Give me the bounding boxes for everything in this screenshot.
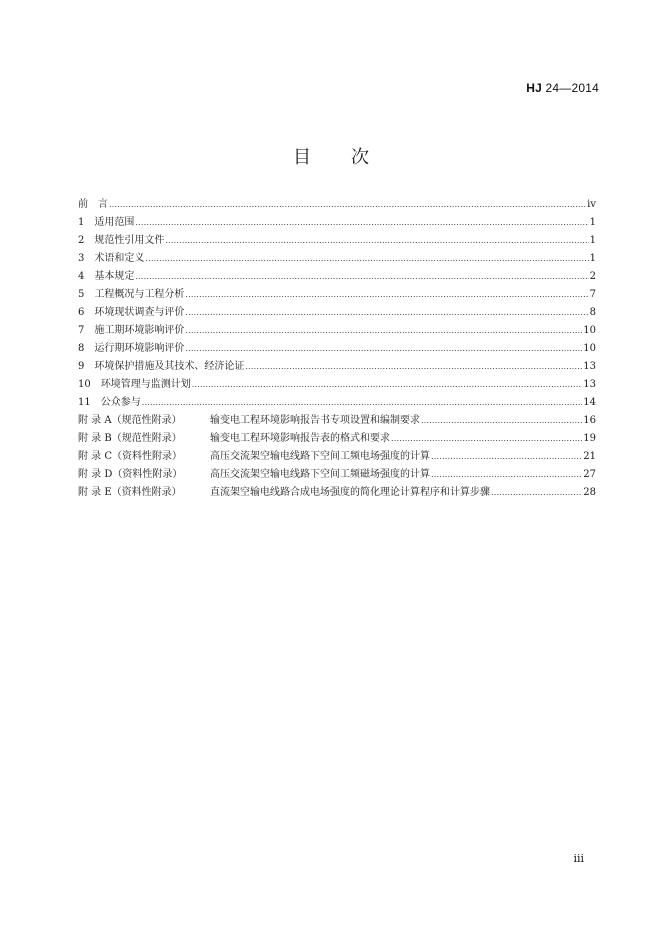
toc-page: 13 bbox=[583, 361, 596, 372]
toc-entry-2[interactable] bbox=[78, 232, 596, 250]
toc-label: 术语和定义 bbox=[94, 253, 145, 264]
toc-entry-9[interactable] bbox=[78, 358, 596, 376]
toc-leader bbox=[431, 466, 582, 484]
toc-label: 运行期环境影响评价 bbox=[94, 343, 185, 354]
toc-page: 2 bbox=[589, 271, 596, 282]
toc-leader bbox=[185, 304, 588, 322]
toc-leader bbox=[391, 430, 582, 448]
standard-code bbox=[526, 81, 599, 95]
toc-leader bbox=[165, 232, 588, 250]
toc-leader bbox=[185, 322, 582, 340]
toc-number: 3 bbox=[78, 253, 95, 264]
title-part-1: 目 bbox=[293, 147, 311, 168]
toc-label: 规范性引用文件 bbox=[94, 235, 165, 246]
toc-appendix-c[interactable] bbox=[78, 448, 596, 466]
toc-appendix-e[interactable] bbox=[78, 484, 596, 502]
toc-leader bbox=[145, 250, 588, 268]
appendix-prefix: 附 录 B（规范性附录） bbox=[78, 433, 182, 444]
toc-number: 5 bbox=[78, 289, 95, 300]
toc-number: 6 bbox=[78, 307, 95, 318]
toc-leader bbox=[185, 340, 582, 358]
toc-leader bbox=[142, 394, 583, 412]
appendix-label: 输变电工程环境影响报告表的格式和要求 bbox=[210, 433, 390, 444]
toc-entry-8[interactable] bbox=[78, 340, 596, 358]
toc-leader bbox=[192, 376, 583, 394]
appendix-prefix: 附 录 D（资料性附录） bbox=[78, 469, 183, 480]
toc-label: 适用范围 bbox=[94, 217, 135, 228]
appendix-page: 28 bbox=[583, 487, 596, 498]
toc-label: 工程概况与工程分析 bbox=[94, 289, 185, 300]
toc-number: 10 bbox=[78, 379, 101, 390]
toc-appendix-d[interactable] bbox=[78, 466, 596, 484]
toc-page: 13 bbox=[583, 379, 596, 390]
toc-entry-10[interactable] bbox=[78, 376, 596, 394]
toc-entry-7[interactable] bbox=[78, 322, 596, 340]
toc-leader bbox=[185, 286, 588, 304]
toc-appendix-a[interactable] bbox=[78, 412, 596, 430]
toc-entry-6[interactable] bbox=[78, 304, 596, 322]
toc-leader bbox=[245, 358, 582, 376]
toc-page: 14 bbox=[583, 397, 596, 408]
toc-page: iv bbox=[587, 199, 596, 210]
title-part-2: 次 bbox=[351, 147, 369, 168]
appendix-page: 27 bbox=[583, 469, 596, 480]
standard-code-prefix: HJ bbox=[526, 81, 543, 95]
toc-page: 1 bbox=[589, 253, 596, 264]
appendix-prefix: 附 录 E（资料性附录） bbox=[78, 487, 182, 498]
toc-label: 施工期环境影响评价 bbox=[94, 325, 185, 336]
appendix-prefix: 附 录 A（规范性附录） bbox=[78, 415, 182, 426]
appendix-page: 21 bbox=[583, 451, 596, 462]
appendix-label: 高压交流架空输电线路下空间工频磁场强度的计算 bbox=[210, 469, 430, 480]
toc-page: 10 bbox=[583, 343, 596, 354]
toc-leader bbox=[135, 214, 588, 232]
toc-number: 11 bbox=[78, 397, 101, 408]
toc-page: 1 bbox=[589, 217, 596, 228]
toc-label: 环境管理与监测计划 bbox=[100, 379, 191, 390]
appendix-page: 16 bbox=[583, 415, 596, 426]
toc-entry-foreword[interactable] bbox=[78, 196, 596, 214]
appendix-page: 19 bbox=[583, 433, 596, 444]
toc-number: 2 bbox=[78, 235, 95, 246]
page-number: iii bbox=[573, 852, 584, 865]
toc-entry-5[interactable] bbox=[78, 286, 596, 304]
toc-appendix-b[interactable] bbox=[78, 430, 596, 448]
appendix-label: 直流架空输电线路合成电场强度的简化理论计算程序和计算步骤 bbox=[210, 487, 490, 498]
toc-leader bbox=[431, 448, 582, 466]
toc-number: 8 bbox=[78, 343, 95, 354]
toc-label: 基本规定 bbox=[94, 271, 135, 282]
toc-label: 环境现状调查与评价 bbox=[94, 307, 185, 318]
toc-entry-1[interactable] bbox=[78, 214, 596, 232]
toc-number: 1 bbox=[78, 217, 95, 228]
toc-page: 8 bbox=[589, 307, 596, 318]
toc-number: 前 言 bbox=[78, 199, 108, 210]
toc-page: 10 bbox=[583, 325, 596, 336]
toc-number: 9 bbox=[78, 361, 95, 372]
toc-page: 7 bbox=[589, 289, 596, 300]
toc-entry-4[interactable] bbox=[78, 268, 596, 286]
toc-entry-3[interactable] bbox=[78, 250, 596, 268]
toc-number: 4 bbox=[78, 271, 95, 282]
toc-leader bbox=[109, 196, 586, 214]
appendix-label: 输变电工程环境影响报告书专项设置和编制要求 bbox=[210, 415, 420, 426]
toc-page: 1 bbox=[589, 235, 596, 246]
toc-label: 公众参与 bbox=[100, 397, 141, 408]
page-title bbox=[0, 143, 662, 169]
toc-leader bbox=[421, 412, 582, 430]
standard-code-number: 24—2014 bbox=[542, 81, 599, 95]
toc-label: 环境保护措施及其技术、经济论证 bbox=[94, 361, 245, 372]
toc-leader bbox=[491, 484, 582, 502]
toc-leader bbox=[135, 268, 588, 286]
toc-entry-11[interactable] bbox=[78, 394, 596, 412]
appendix-prefix: 附 录 C（资料性附录） bbox=[78, 451, 183, 462]
toc-number: 7 bbox=[78, 325, 95, 336]
appendix-label: 高压交流架空输电线路下空间工频电场强度的计算 bbox=[210, 451, 430, 462]
table-of-contents bbox=[78, 196, 596, 502]
